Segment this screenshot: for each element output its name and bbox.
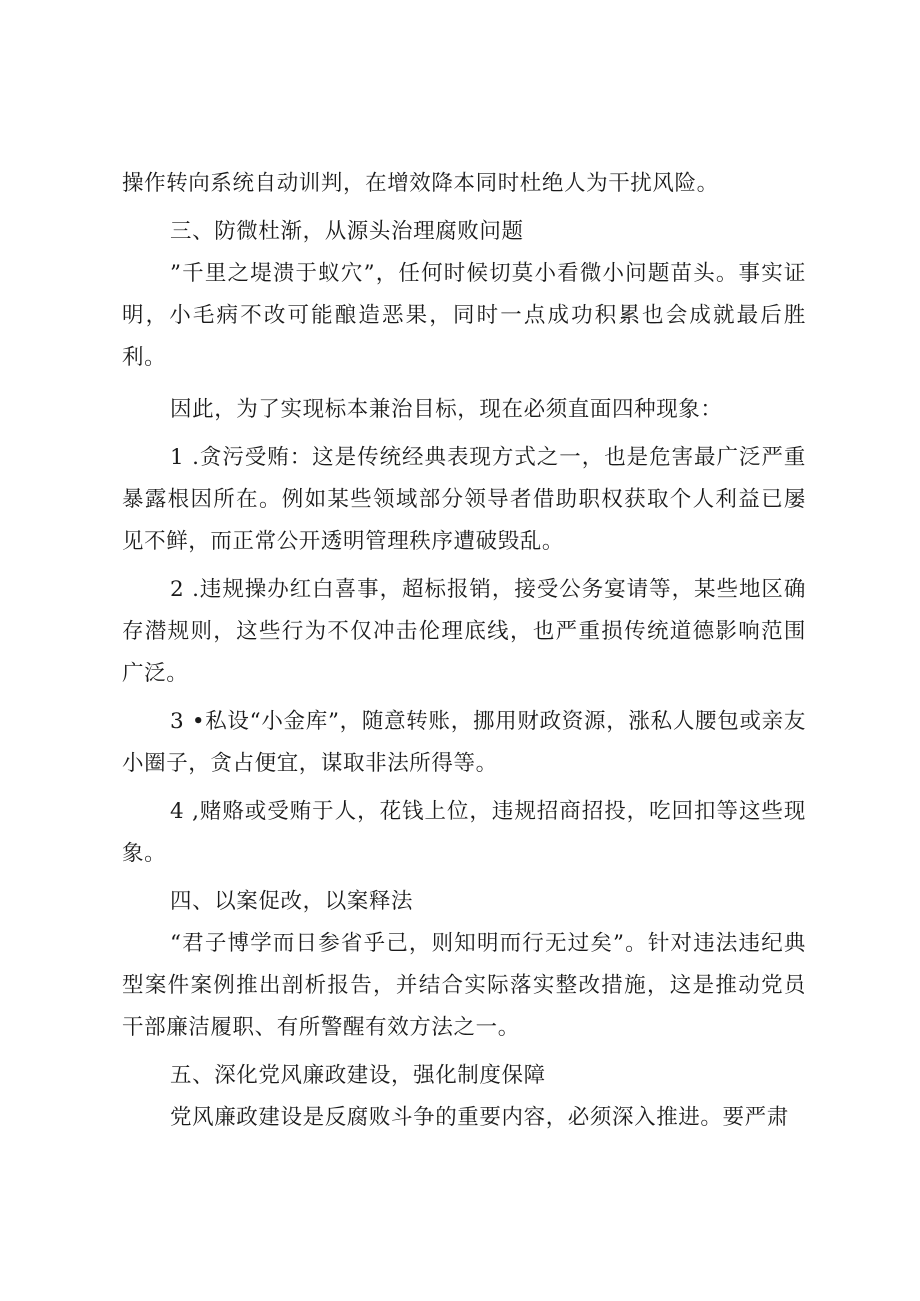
paragraph-proverb: ”千里之堤溃于蚁穴”，任何时候切莫小看微小问题苗头。事实证明，小毛病不改可能酿造恶果，同时一点成功积累也会成就最后胜利。 (122, 261, 806, 370)
paragraph-continuation: 操作转向系统自动训判，在增效降本同时杜绝人为干扰风险。 (122, 171, 719, 196)
list-item-3: 3 •私设“小金库”，随意转账，挪用财政资源，涨私人腰包或亲友小圈子，贪占便宜，谋取非法所得等。 (122, 709, 806, 776)
list-item-2: 2 .违规操办红白喜事，超标报销，接受公务宴请等，某些地区确存潜规则，这些行为不仅冲击伦理底线，也严重损传统道德影响范围广泛。 (122, 577, 806, 686)
document-body (122, 163, 806, 1139)
paragraph-intro-list: 因此，为了实现标本兼治目标，现在必须直面四种现象： (170, 397, 723, 422)
list-item-4: 4 ,赌赂或受贿于人，花钱上位，违规招商招投，吃回扣等这些现象。 (122, 799, 806, 866)
paragraph-quote: “君子博学而日参省乎己，则知明而行无过矣”。针对违法违纪典型案件案例推出剖析报告，并结合实际落实整改措施，这是推动党员干部廉洁履职、有所警醒有效方法之一。 (122, 931, 806, 1040)
section-heading-4: 四、以案促改，以案释法 (170, 889, 414, 914)
section-heading-3: 三、防微杜渐，从源头治理腐败问题 (170, 219, 524, 244)
section-heading-5: 五、深化党风廉政建设，强化制度保障 (170, 1063, 546, 1088)
paragraph-final: 党风廉政建设是反腐败斗争的重要内容，必须深入推进。要严肃 (170, 1105, 789, 1130)
list-item-1: 1 .贪污受贿：这是传统经典表现方式之一，也是危害最广泛严重暴露根因所在。例如某些领域部分领导者借助职权获取个人利益已屡见不鲜，而正常公开透明管理秩序遭破毁乱。 (122, 445, 806, 554)
